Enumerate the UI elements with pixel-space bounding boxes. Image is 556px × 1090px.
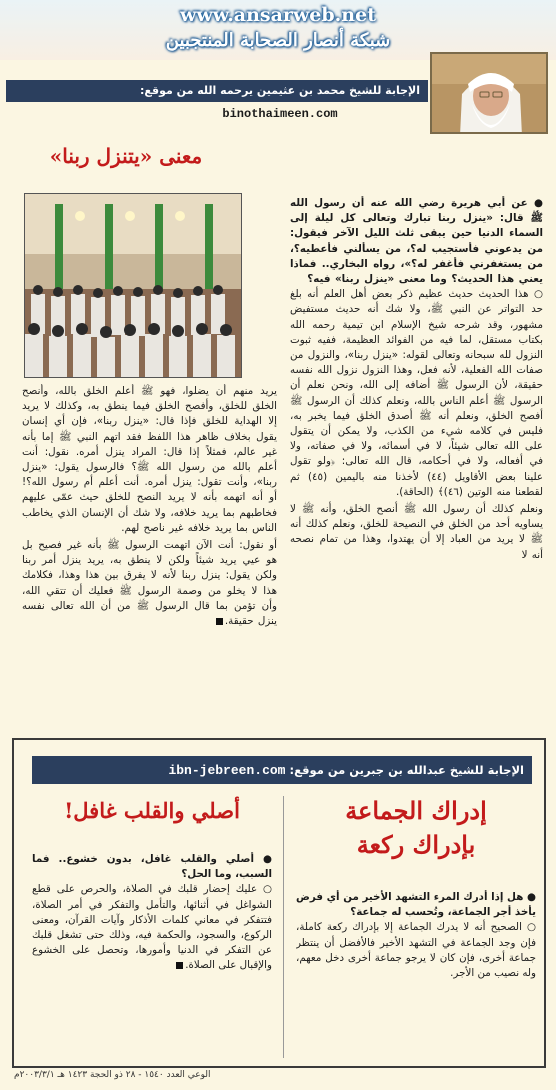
column-divider — [283, 796, 284, 1058]
source-banner: الإجابة للشيخ محمد بن عثيمين يرحمه الله من موقع: — [6, 80, 428, 102]
answer-paragraph-2: ونعلم كذلك أن رسول الله ﷺ أنصح الخلق، وأنه ﷺ لا يساويه أحد من الخلق في النصيحة للخلق، ونعلم كذلك أنه ﷺ لا يريد من العباد إلا أن يهتدوا، وهذا من تمام نصحه أنه لا — [290, 503, 543, 561]
jamaah-title-line-1: إدراك الجماعة — [345, 796, 487, 825]
answer-paragraph-1: ○ هذا الحديث حديث عظيم ذكر بعض أهل العلم أنه بلغ حد التواتر عن النبي ﷺ، ولا شك أنه حديث مستفيض مشهور، وقد شرحه شيخ الإسلام ابن تيمية رحمه الله بكتاب مستقل، لما فيه من الفوائد العظيمة، ففيه ثبوت النزول لله سبحانه وتعالى لقوله: «ينزل ربنا»، والنزول من صفات الله الفعلية، لأنه فعل، وهذا النزول نزول الله نفسه حقيقة، لأن الرسول ﷺ أضافه إلى الله، ونحن نعلم أن الرسول ﷺ أعلم الناس بالله، ونعلم كذلك أن الرسول ﷺ أفصح الخلق، ونعلم أنه ﷺ أصدق الخلق فيما يخبر به، فليس في كلامه شيء من الكذب، ولا يمكن أن يتقول على الله تعالى شيئاً، لا في أسمائه، ولا في صفاته، ولا في أفعاله، ولا في أحكامه، قال الله تعالى: ﴿ولو تقول علينا بعض الأقاويل (٤٤) لأخذنا منه باليمين (٤٥) ثم لقطعنا منه الوتين (٤٦)﴾ (الحاقة). — [290, 288, 543, 498]
jamaah-answer: ○ الصحيح أنه لا يدرك الجماعة إلا بإدراك ركعة كاملة، فإن وجد الجماعة في التشهد الأخير فالأفضل أن ينتظر جماعة أخرى، فإن كان لا يرجو جماعة أخرى دخل معهم، وله نصيب من الأجر. — [296, 921, 536, 980]
hadith-question: ● عن أبي هريرة رضي الله عنه أن رسول الله ﷺ قال: «ينزل ربنا تبارك وتعالى كل ليلة إلى السماء الدنيا حين يبقى ثلث الليل الآخر فيقول: من يدعوني فأستجيب له؟، من يسألني فأعطيه؟، من يستغفرني فأغفر له؟»، رواه البخاري.. فماذا يعني هذا الحديث؟ وما معنى «ينزل ربنا» فيه؟ — [290, 197, 543, 286]
end-of-answer-mark — [176, 962, 183, 969]
end-of-article-mark — [216, 618, 223, 625]
khushu-question: ● أصلي والقلب غافل، بدون خشوع.. فما السبب، وما الحل؟ — [32, 853, 272, 881]
khushu-answer — [32, 882, 272, 973]
khushu-answer-text: ○ عليك إحضار قلبك في الصلاة، والحرص على قطع الشواغل في أثنائها، والتأمل والتفكر في أمر الصلاة، فتتفكر في معاني كلمات الأذكار وآيات القرآن، ومعنى الركوع، والسجود، والحكمة فيه، وذلك حتى تشغل قلبك عن التفكر في الدنيا وأمورها، وتحصل على الخشوع والإقبال على الصلاة. — [32, 883, 272, 972]
answer-paragraph-3: يريد منهم أن يضلوا، فهو ﷺ أعلم الخلق بالله، وأنصح الخلق للخلق، وأفصح الخلق فيما ينطق به، وكذلك لا يريد إلا الهداية للخلق فإذا قال: «ينزل ربنا»، فإن أي إنسان يقول بخلاف ظاهر هذا اللفظ فقد اتهم النبي ﷺ إما بأنه غير عالم، فمثلاً إذا قال: المراد ينزل أمره. نقول: أنت أعلم بالله من رسول الله ﷺ؟ فالرسول يقول: «ينزل ربنا»، وأنت تقول: ينزل أمره. أنت أعلم أم رسول الله؟! أو أنه اتهمه بأنه لا يريد النصح للخلق حيث عمّى عليهم فخاطبهم بما يريد خلافه، ولا شك أن الإنسان الذي يخاطب الناس بما يريد خلافه غير ناصح لهم. — [22, 385, 277, 534]
source-banner-2 — [32, 756, 532, 784]
article-column-right — [290, 196, 543, 700]
jamaah-qa-column — [296, 890, 536, 1040]
jamaah-title — [296, 794, 536, 862]
issue-footer: الوعي العدد ١٥٤٠ - ٢٨ ذو الحجة ١٤٢٣ هـ ٢٠٠٣/٣/١م — [14, 1070, 211, 1080]
sheikh-portrait-photo — [430, 52, 548, 134]
source-banner-2-text: الإجابة للشيخ عبدالله بن جبرين من موقع: — [289, 763, 524, 777]
article-title: معنى «يتنزل ربنا» — [49, 144, 203, 168]
article-column-left — [22, 384, 277, 762]
watermark-url[interactable]: www.ansarweb.net — [180, 4, 376, 26]
khushu-title: أصلي والقلب غافل! — [64, 798, 240, 823]
jamaah-question: ● هل إذا أدرك المرء التشهد الأخير من أي فرض يأخذ أجر الجماعة، وتُحسب له جماعة؟ — [296, 891, 536, 919]
jamaah-title-line-2: بإدراك ركعة — [356, 830, 476, 859]
answer-paragraph-4-text: أو نقول: أنت الآن اتهمت الرسول ﷺ بأنه غير فصيح بل هو عيي يريد شيئاً ولكن لا ينطق به، يريد ينزل أمر ربنا ولكن يقول: ينزل ربنا لأنه لا يفرق بين هذا وهذا، فكلامك هذا لا يخلو من وصمة الرسول ﷺ فعليك أن تتقي الله، وأن تؤمن بما قال الرسول ﷺ من أن الله تعالى نفسه ينزل حقيقة. — [22, 539, 277, 628]
mosque-prayer-photo — [24, 193, 242, 378]
watermark-site-name: شبكة أنصار الصحابة المنتجبين — [165, 30, 391, 51]
answer-paragraph-4 — [22, 538, 277, 629]
source-website-link[interactable]: binothaimeen.com — [222, 107, 338, 121]
source-website-link-2[interactable]: ibn-jebreen.com — [168, 763, 286, 778]
khushu-qa-column — [32, 852, 272, 1052]
